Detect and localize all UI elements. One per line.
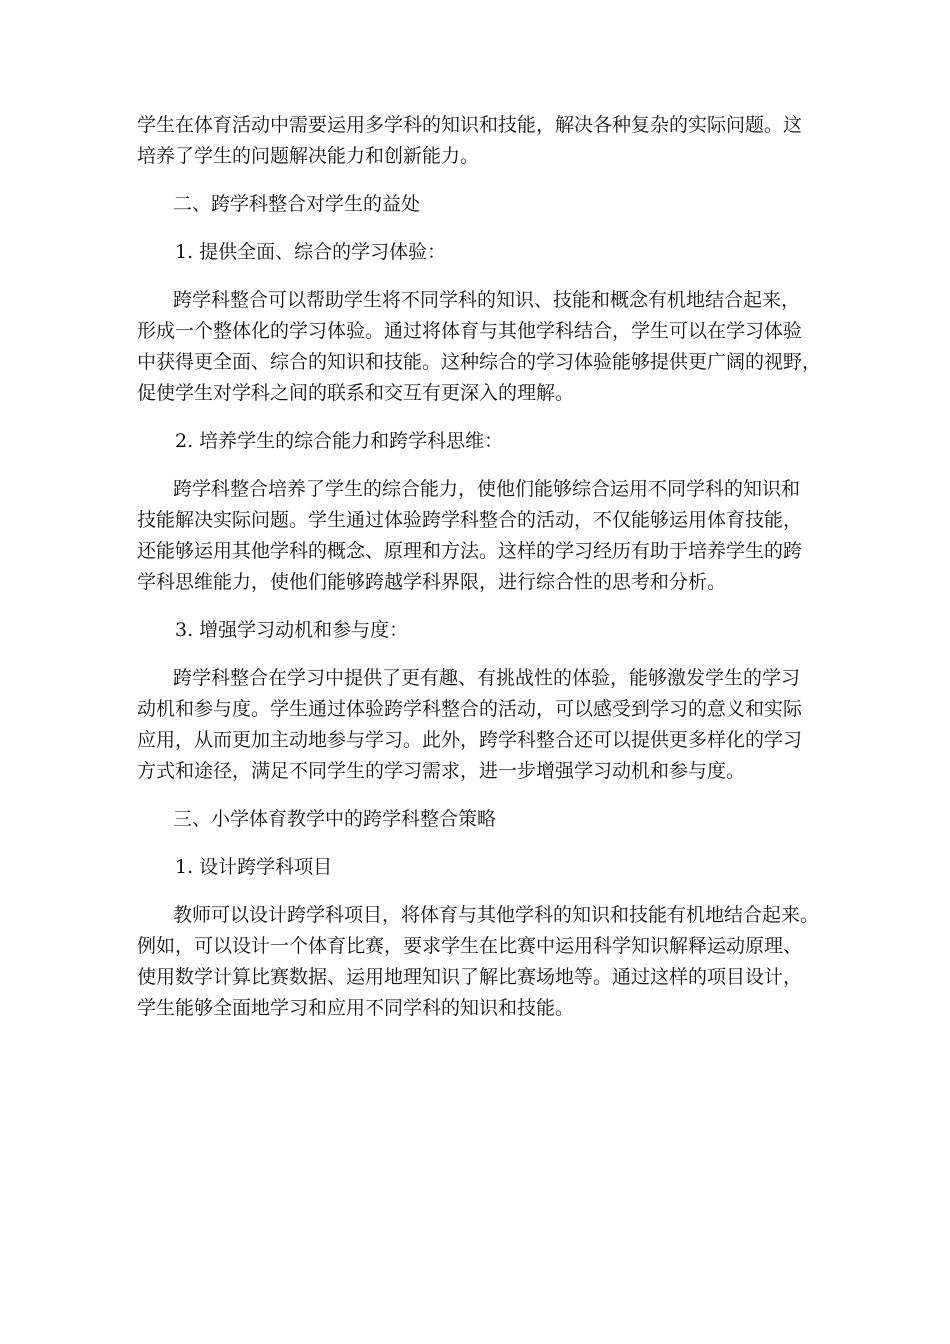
paragraph-line: 跨学科整合培养了学生的综合能力，使他们能够综合运用不同学科的知识和 — [173, 478, 801, 500]
subheading-2-2: 2. 培养学生的综合能力和跨学科思维： — [175, 430, 504, 452]
paragraph-line: 中获得更全面、综合的知识和技能。这种综合的学习体验能够提供更广阔的视野， — [137, 351, 822, 373]
paragraph-line: 技能解决实际问题。学生通过体验跨学科整合的活动，不仅能够运用体育技能， — [137, 509, 803, 531]
subheading-3-1: 1. 设计跨学科项目 — [175, 856, 333, 878]
paragraph-3-1 — [137, 900, 827, 1024]
paragraph-line: 方式和途径，满足不同学生的学习需求，进一步增强学习动机和参与度。 — [137, 760, 746, 782]
section-heading-2: 二、跨学科整合对学生的益处 — [173, 193, 421, 215]
paragraph-2-2 — [137, 474, 827, 598]
paragraph-line: 形成一个整体化的学习体验。通过将体育与其他学科结合，学生可以在学习体验 — [137, 320, 803, 342]
paragraph-line: 使用数学计算比赛数据、运用地理知识了解比赛场地等。通过这样的项目设计， — [137, 966, 803, 988]
paragraph-line: 动机和参与度。学生通过体验跨学科整合的活动，可以感受到学习的意义和实际 — [137, 698, 803, 720]
paragraph-line: 还能够运用其他学科的概念、原理和方法。这样的学习经历有助于培养学生的跨 — [137, 540, 803, 562]
paragraph-2-3 — [137, 663, 827, 787]
paragraph-intro — [137, 110, 827, 172]
paragraph-line: 学生在体育活动中需要运用多学科的知识和技能，解决各种复杂的实际问题。这 — [137, 114, 803, 136]
section-heading-3: 三、小学体育教学中的跨学科整合策略 — [173, 808, 497, 830]
paragraph-line: 跨学科整合可以帮助学生将不同学科的知识、技能和概念有机地结合起来， — [173, 289, 801, 311]
subheading-2-1: 1. 提供全面、综合的学习体验： — [175, 241, 447, 263]
paragraph-line: 促使学生对学科之间的联系和交互有更深入的理解。 — [137, 382, 575, 404]
paragraph-line: 应用，从而更加主动地参与学习。此外，跨学科整合还可以提供更多样化的学习 — [137, 729, 803, 751]
paragraph-line: 跨学科整合在学习中提供了更有趣、有挑战性的体验，能够激发学生的学习 — [173, 667, 801, 689]
paragraph-line: 例如，可以设计一个体育比赛，要求学生在比赛中运用科学知识解释运动原理、 — [137, 935, 803, 957]
paragraph-line: 教师可以设计跨学科项目，将体育与其他学科的知识和技能有机地结合起来。 — [173, 904, 820, 926]
paragraph-line: 培养了学生的问题解决能力和创新能力。 — [137, 145, 480, 167]
paragraph-line: 学生能够全面地学习和应用不同学科的知识和技能。 — [137, 997, 575, 1019]
subheading-2-3: 3. 增强学习动机和参与度： — [175, 619, 409, 641]
paragraph-line: 学科思维能力，使他们能够跨越学科界限，进行综合性的思考和分析。 — [137, 571, 727, 593]
paragraph-2-1 — [137, 285, 827, 409]
document-body — [137, 110, 827, 1041]
